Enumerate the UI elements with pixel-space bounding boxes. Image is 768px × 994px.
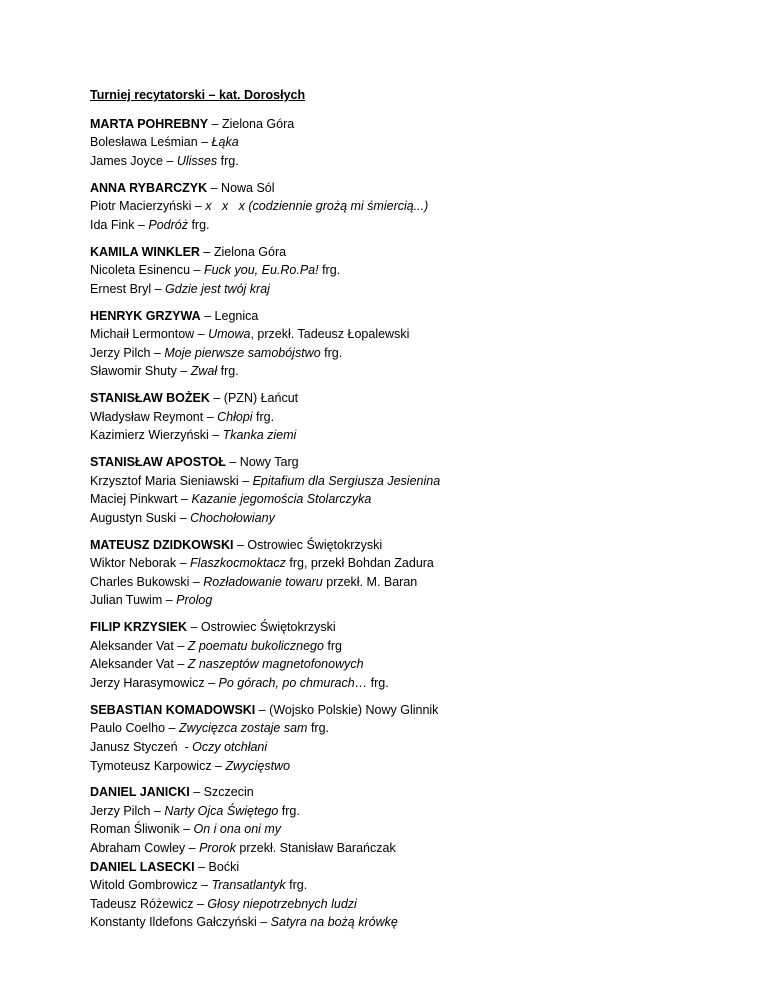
contestant-location: – Ostrowiec Świętokrzyski — [233, 537, 383, 552]
contestant-header — [90, 243, 728, 262]
work-text: Charles Bukowski – — [90, 574, 204, 589]
contestant-header — [90, 701, 728, 720]
document-title: Turniej recytatorski – kat. Dorosłych — [90, 88, 306, 102]
work-text: frg. — [307, 721, 330, 736]
work-text: frg. — [252, 409, 275, 424]
contestant-name: MATEUSZ DZIDKOWSKI — [90, 537, 234, 552]
work-text: Wiktor Neborak – — [90, 556, 191, 571]
contestant-entry — [90, 115, 728, 171]
contestant-name: DANIEL JANICKI — [90, 785, 190, 800]
contestant-location: – Nowa Sól — [207, 180, 275, 195]
work-title: Umowa — [208, 327, 251, 342]
contestant-location: – (Wojsko Polskie) Nowy Glinnik — [255, 702, 439, 717]
work-text: Sławomir Shuty – — [90, 364, 191, 379]
work-text: Maciej Pinkwart – — [90, 492, 192, 507]
work-title: Łąka — [211, 135, 239, 150]
contestant-name: STANISŁAW APOSTOŁ — [90, 455, 226, 470]
repertoire-item — [90, 426, 728, 445]
contestant-name: FILIP KRZYSIEK — [90, 620, 188, 635]
contestant-name: ANNA RYBARCZYK — [90, 180, 208, 195]
work-text: Michaił Lermontow – — [90, 327, 209, 342]
contestant-header — [90, 307, 728, 326]
contestant-location: – Szczecin — [189, 785, 254, 800]
work-text: Jerzy Pilch – — [90, 345, 165, 360]
contestant-entry — [90, 858, 728, 932]
work-text: Władysław Reymont – — [90, 409, 218, 424]
work-title: Prolog — [176, 593, 213, 608]
contestant-entry — [90, 243, 728, 299]
work-text: frg. — [320, 345, 343, 360]
work-title: Ulisses — [176, 153, 218, 168]
work-text: James Joyce – — [90, 153, 177, 168]
contestant-name: KAMILA WINKLER — [90, 244, 200, 259]
contestant-name: HENRYK GRZYWA — [90, 308, 201, 323]
contestant-entry — [90, 783, 728, 857]
work-title: Rozładowanie towaru — [203, 574, 323, 589]
work-title: Zwycięzca zostaje sam — [178, 721, 308, 736]
work-title: Prorok — [199, 841, 236, 856]
work-text: frg — [323, 638, 343, 653]
work-text: Tadeusz Różewicz – — [90, 896, 208, 911]
work-text: Augustyn Suski – — [90, 510, 191, 525]
work-text: przekł. M. Baran — [322, 574, 418, 589]
contestant-list — [90, 115, 728, 932]
work-title: Epitafium dla Sergiusza Jesienina — [252, 473, 441, 488]
work-title: Gdzie jest twój kraj — [165, 281, 270, 296]
work-text: Roman Śliwonik – — [90, 822, 194, 837]
work-text: Witold Gombrowicz – — [90, 878, 212, 893]
repertoire-item — [90, 216, 728, 235]
contestant-header — [90, 618, 728, 637]
work-title: Satyra na bożą krówkę — [270, 915, 398, 930]
work-text: Ernest Bryl – — [90, 281, 166, 296]
work-title: Transatlantyk — [211, 878, 286, 893]
work-title: Oczy otchłani — [192, 739, 268, 754]
work-title: Moje pierwsze samobójstwo — [164, 345, 321, 360]
contestant-name: DANIEL LASECKI — [90, 859, 195, 874]
repertoire-item — [90, 802, 728, 821]
work-text: frg, przekł Bohdan Zadura — [285, 556, 434, 571]
repertoire-item — [90, 738, 728, 757]
contestant-entry — [90, 453, 728, 527]
repertoire-item — [90, 637, 728, 656]
contestant-location: – Boćki — [194, 859, 240, 874]
work-text: Abraham Cowley – — [90, 841, 200, 856]
repertoire-item — [90, 913, 728, 932]
work-text: Paulo Coelho – — [90, 721, 179, 736]
contestant-header — [90, 115, 728, 134]
contestant-name: SEBASTIAN KOMADOWSKI — [90, 702, 256, 717]
work-text: Krzysztof Maria Sieniawski – — [90, 473, 253, 488]
work-text: frg. — [187, 217, 210, 232]
repertoire-item — [90, 820, 728, 839]
repertoire-item — [90, 408, 728, 427]
work-title: Zwał — [190, 364, 218, 379]
contestant-header — [90, 453, 728, 472]
repertoire-item — [90, 876, 728, 895]
work-title: Głosy niepotrzebnych ludzi — [207, 896, 357, 911]
repertoire-item — [90, 197, 728, 216]
repertoire-item — [90, 490, 728, 509]
work-text: Piotr Macierzyński – — [90, 199, 206, 214]
work-title: On i ona oni my — [193, 822, 282, 837]
repertoire-item — [90, 573, 728, 592]
work-text: frg. — [217, 153, 239, 168]
repertoire-item — [90, 674, 728, 693]
work-text: Julian Tuwim – — [90, 593, 177, 608]
repertoire-item — [90, 344, 728, 363]
work-text: Aleksander Vat – — [90, 657, 188, 672]
contestant-header — [90, 389, 728, 408]
contestant-name: MARTA POHREBNY — [90, 116, 209, 131]
repertoire-item — [90, 895, 728, 914]
work-title: Kazanie jegomościa Stolarczyka — [191, 492, 372, 507]
contestant-entry — [90, 307, 728, 381]
repertoire-item — [90, 719, 728, 738]
work-title: Po górach, po chmurach… — [218, 675, 368, 690]
work-text: Jerzy Harasymowicz – — [90, 675, 219, 690]
work-title: Flaszkocmoktacz — [190, 556, 286, 571]
work-title: Narty Ojca Świętego — [164, 803, 279, 818]
repertoire-item — [90, 280, 728, 299]
work-text: frg. — [217, 364, 239, 379]
contestant-header — [90, 179, 728, 198]
contestant-entry — [90, 389, 728, 445]
work-title: Chochołowiany — [190, 510, 275, 525]
contestant-location: – Zielona Góra — [208, 116, 295, 131]
work-text: Jerzy Pilch – — [90, 803, 165, 818]
work-title: Z naszeptów magnetofonowych — [187, 657, 364, 672]
repertoire-item — [90, 757, 728, 776]
repertoire-item — [90, 839, 728, 858]
contestant-location: – Zielona Góra — [199, 244, 287, 259]
work-text: Konstanty Ildefons Gałczyński – — [90, 915, 271, 930]
repertoire-item — [90, 362, 728, 381]
work-title: Chłopi — [217, 409, 253, 424]
repertoire-item — [90, 261, 728, 280]
work-text: , przekł. Tadeusz Łopalewski — [250, 327, 410, 342]
repertoire-item — [90, 655, 728, 674]
work-text: frg. — [285, 878, 308, 893]
work-text: Janusz Styczeń - — [90, 739, 193, 754]
work-title: Zwycięstwo — [225, 758, 291, 773]
contestant-entry — [90, 179, 728, 235]
repertoire-item — [90, 472, 728, 491]
contestant-location: – (PZN) Łańcut — [209, 391, 299, 406]
contestant-entry — [90, 701, 728, 775]
contestant-location: – Ostrowiec Świętokrzyski — [187, 620, 336, 635]
contestant-header — [90, 783, 728, 802]
work-text: przekł. Stanisław Barańczak — [235, 841, 396, 856]
work-text: frg. — [278, 803, 300, 818]
repertoire-item — [90, 133, 728, 152]
work-text: Nicoleta Esinencu – — [90, 263, 204, 278]
repertoire-item — [90, 509, 728, 528]
contestant-location: – Nowy Targ — [225, 455, 299, 470]
contestant-location: – Legnica — [200, 308, 259, 323]
contestant-entry — [90, 618, 728, 692]
work-title: Fuck you, Eu.Ro.Pa! — [203, 263, 319, 278]
contestant-header — [90, 858, 728, 877]
work-text: frg. — [318, 263, 341, 278]
work-title: x x x (codziennie grożą mi śmiercią...) — [205, 199, 429, 214]
repertoire-item — [90, 325, 728, 344]
contestant-entry — [90, 536, 728, 610]
work-title: Podróż — [148, 217, 188, 232]
work-text: Bolesława Leśmian – — [90, 135, 212, 150]
work-text: frg. — [367, 675, 389, 690]
repertoire-item — [90, 591, 728, 610]
repertoire-item — [90, 554, 728, 573]
contestant-header — [90, 536, 728, 555]
work-text: Kazimierz Wierzyński – — [90, 428, 223, 443]
work-text: Aleksander Vat – — [90, 638, 188, 653]
work-text: Tymoteusz Karpowicz – — [90, 758, 226, 773]
work-title: Tkanka ziemi — [222, 428, 297, 443]
contestant-name: STANISŁAW BOŻEK — [90, 391, 210, 406]
work-text: Ida Fink – — [90, 217, 149, 232]
work-title: Z poematu bukolicznego — [187, 638, 324, 653]
repertoire-item — [90, 152, 728, 171]
